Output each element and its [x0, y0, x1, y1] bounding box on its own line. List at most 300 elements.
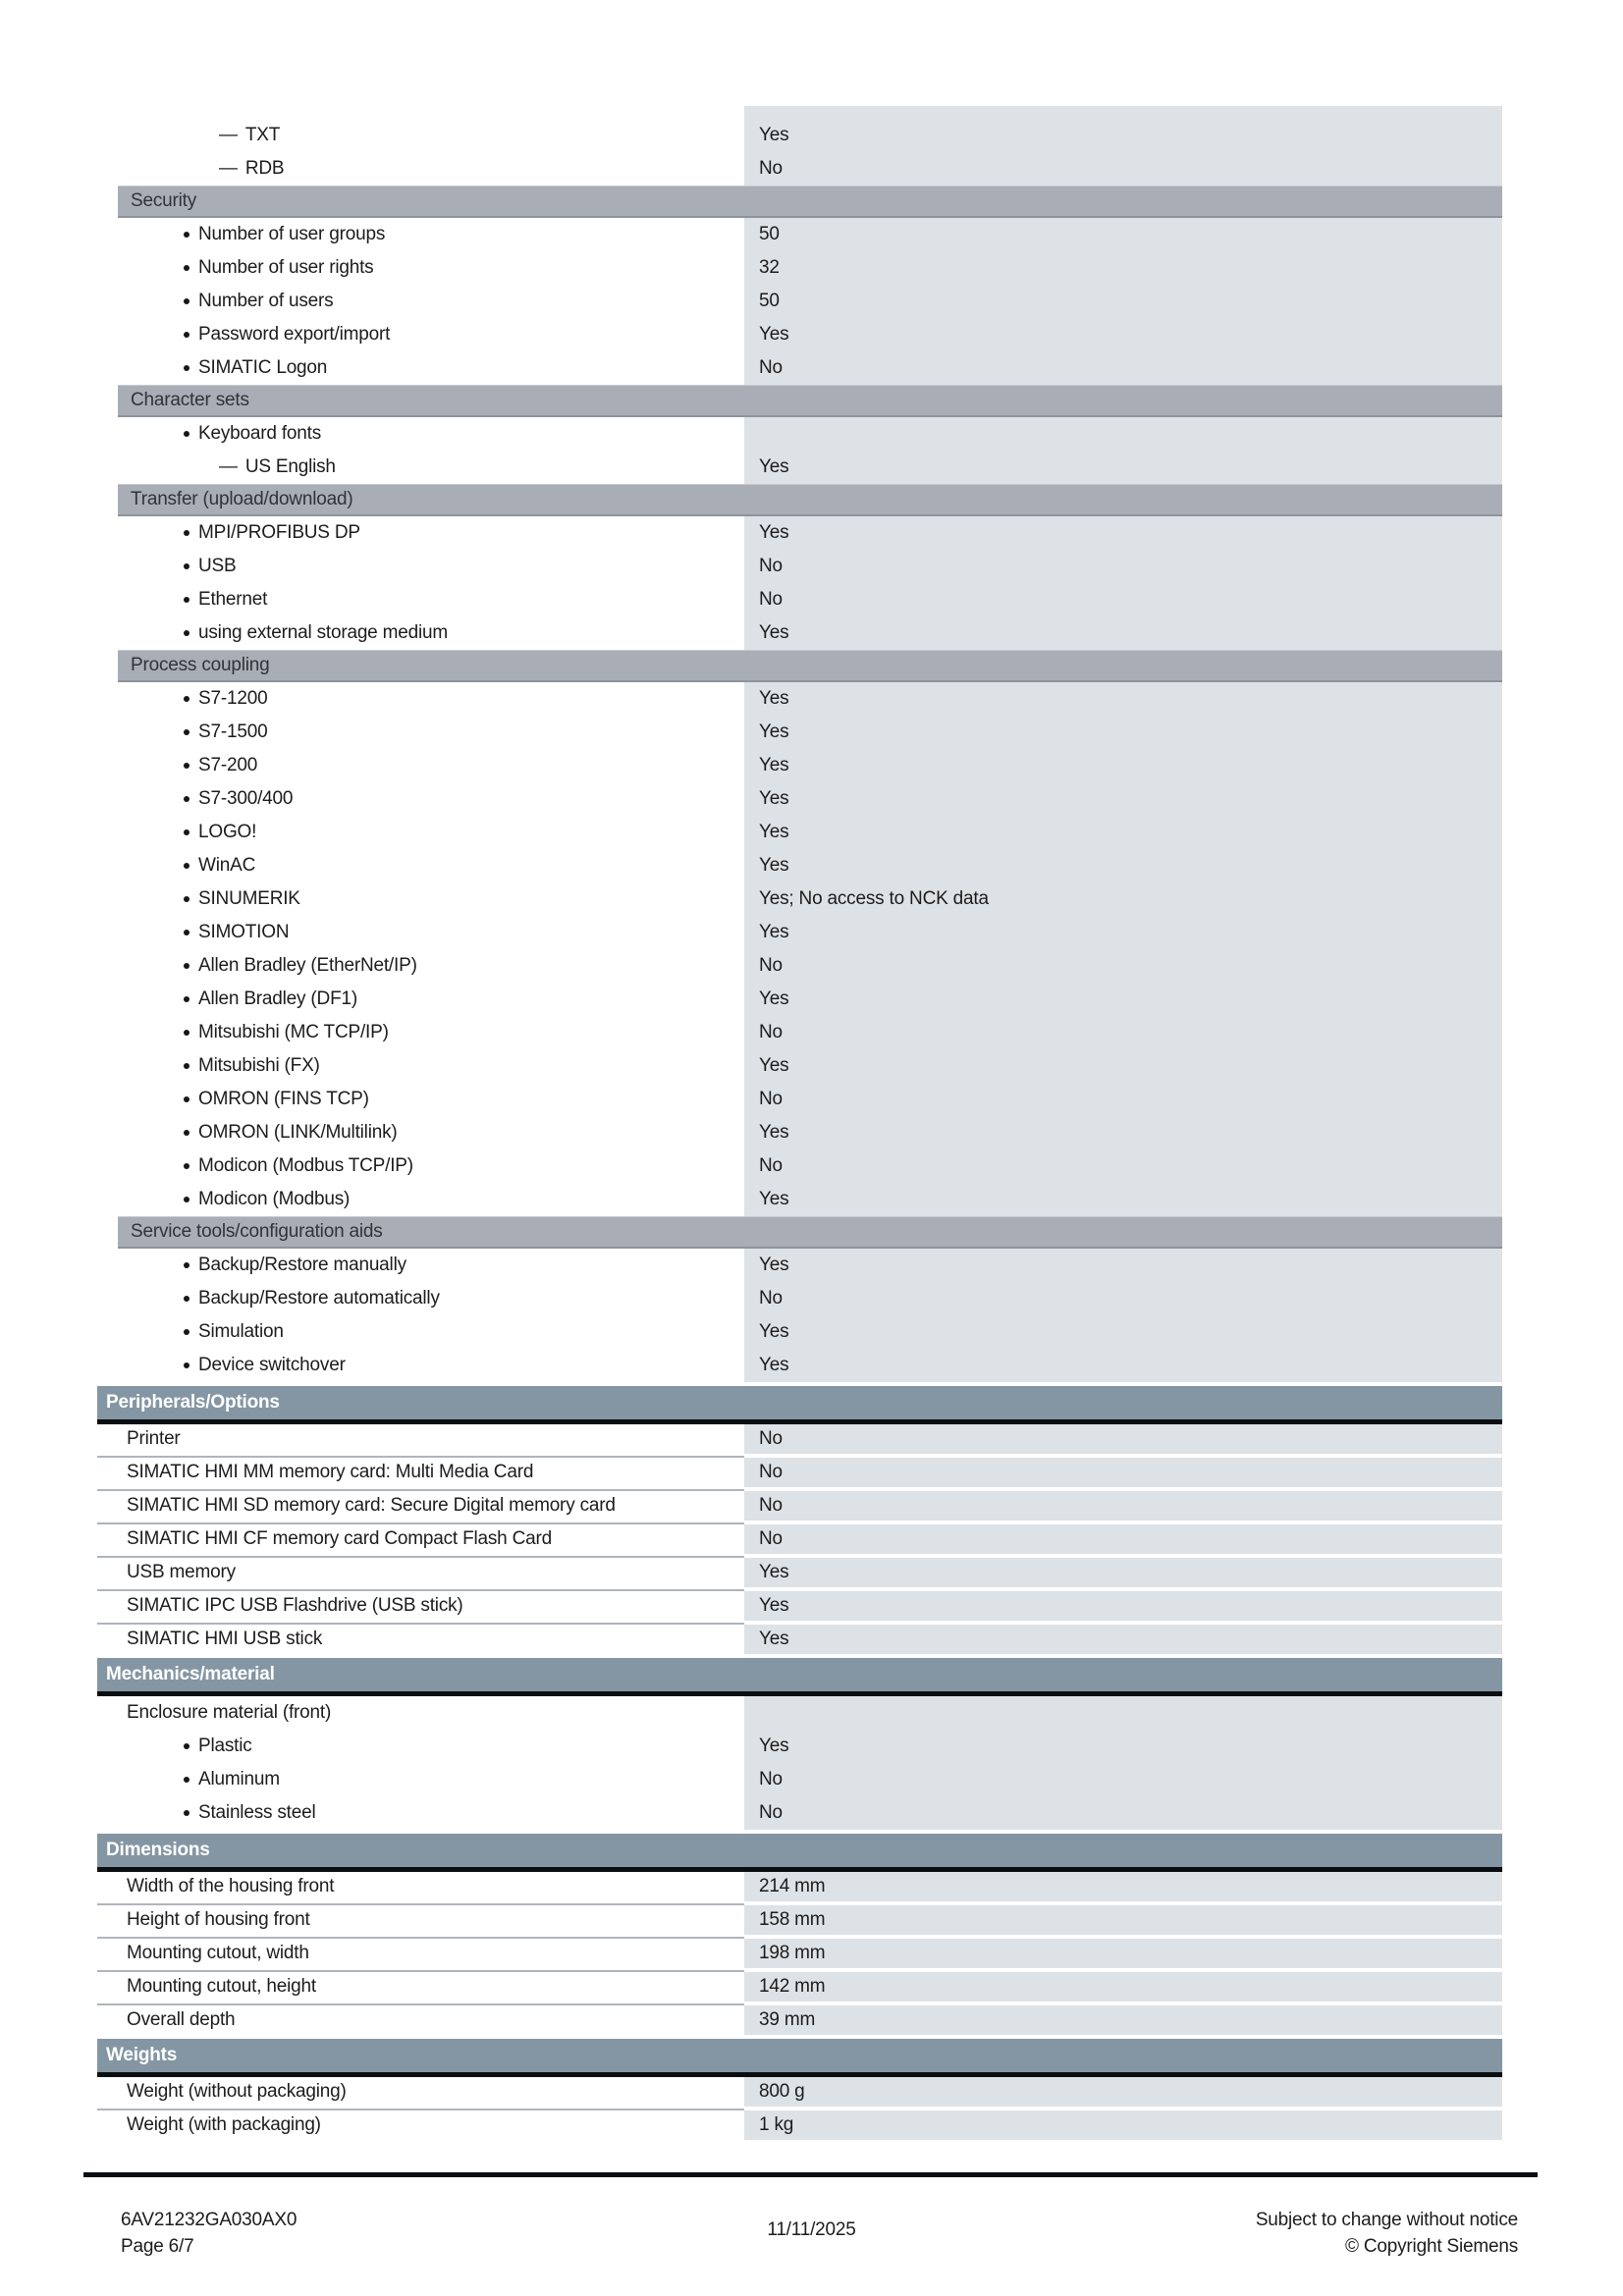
spec-value-cell: [744, 1796, 1502, 1830]
spec-value: Yes: [759, 1122, 789, 1143]
spec-value-cell: [744, 782, 1502, 816]
section-header-label: Dimensions: [106, 1840, 210, 1860]
spec-label-cell: [97, 1524, 744, 1554]
spec-label: Keyboard fonts: [198, 423, 322, 444]
section-continued: [97, 106, 1502, 186]
spec-value-cell: [744, 2077, 1502, 2107]
spec-label-cell: [97, 1424, 744, 1454]
spec-label: Printer: [127, 1428, 181, 1449]
spec-label: US English: [244, 456, 336, 477]
lead-value-area: [744, 106, 1502, 119]
spec-label: S7-1500: [198, 721, 268, 742]
spec-label: Number of user rights: [198, 257, 374, 278]
spec-label: SIMOTION: [198, 922, 290, 942]
spec-label-cell: [97, 251, 744, 285]
spec-label: SIMATIC HMI MM memory card: Multi Media Card: [127, 1462, 534, 1482]
section-header-label: Service tools/configuration aids: [131, 1221, 383, 1242]
spec-label: Width of the housing front: [127, 1876, 335, 1896]
section-header-transfer-upload-download: [118, 484, 1502, 516]
spec-row: [97, 849, 1502, 882]
footer-date: 11/11/2025: [767, 2219, 856, 2240]
spec-value: Yes: [759, 1355, 789, 1375]
spec-row: [97, 1349, 1502, 1382]
spec-row: [97, 2077, 1502, 2107]
spec-value: Yes: [759, 822, 789, 842]
spec-label: SIMATIC Logon: [198, 357, 328, 378]
spec-value-cell: [744, 550, 1502, 583]
spec-label-cell: [97, 816, 744, 849]
spec-value-cell: [744, 1049, 1502, 1083]
spec-row: [97, 1696, 1502, 1730]
spec-row: [97, 1282, 1502, 1315]
spec-row: [97, 583, 1502, 616]
spec-label-cell: [97, 218, 744, 251]
spec-row: [97, 1183, 1502, 1216]
spec-value: Yes: [759, 988, 789, 1009]
spec-label: OMRON (LINK/Multilink): [198, 1122, 398, 1143]
spec-label-cell: [97, 1049, 744, 1083]
change-notice: Subject to change without notice: [1255, 2210, 1518, 2230]
spec-label-cell: [97, 749, 744, 782]
spec-value: 1 kg: [759, 2114, 794, 2135]
spec-value-cell: [744, 516, 1502, 550]
spec-value-cell: [744, 2110, 1502, 2140]
spec-value: No: [759, 1462, 783, 1482]
spec-label-cell: [97, 983, 744, 1016]
spec-label: Weight (with packaging): [127, 2114, 321, 2135]
spec-value: No: [759, 1428, 783, 1449]
spec-label-cell: [97, 882, 744, 916]
spec-row: [97, 451, 1502, 484]
spec-label: Mitsubishi (MC TCP/IP): [198, 1022, 389, 1042]
spec-value-cell: [744, 1183, 1502, 1216]
spec-value-cell: [744, 916, 1502, 949]
spec-label: LOGO!: [198, 822, 257, 842]
bullet-icon: [184, 696, 189, 702]
section-header-label: Transfer (upload/download): [131, 489, 353, 509]
spec-row: [97, 1083, 1502, 1116]
lead-label-area: [97, 106, 744, 119]
page-number: Page 6/7: [121, 2236, 194, 2257]
spec-label-cell: [97, 949, 744, 983]
copyright: © Copyright Siemens: [1345, 2236, 1518, 2257]
dash-icon: —: [219, 456, 238, 477]
bullet-icon: [184, 729, 189, 735]
spec-row: [97, 1796, 1502, 1830]
bullet-icon: [184, 1262, 189, 1268]
spec-value: 198 mm: [759, 1943, 826, 1963]
spec-value-cell: [744, 218, 1502, 251]
spec-value: Yes; No access to NCK data: [759, 888, 989, 909]
spec-value: No: [759, 1769, 783, 1789]
spec-table: [97, 106, 1502, 2140]
footer-right: [1256, 2207, 1518, 2260]
spec-label-cell: [97, 1083, 744, 1116]
spec-row: [97, 1149, 1502, 1183]
spec-value-cell: [744, 1730, 1502, 1763]
spec-label: S7-1200: [198, 688, 268, 709]
spec-label: Backup/Restore automatically: [198, 1288, 440, 1308]
bullet-icon: [184, 1063, 189, 1069]
bullet-icon: [184, 896, 189, 902]
section-header-weights: [97, 2039, 1502, 2077]
spec-label-cell: [97, 716, 744, 749]
spec-value-cell: [744, 1491, 1502, 1521]
spec-label: Number of users: [198, 291, 334, 311]
spec-value-cell: [744, 583, 1502, 616]
spec-value-cell: [744, 1763, 1502, 1796]
spec-value: Yes: [759, 721, 789, 742]
spec-row: [97, 1625, 1502, 1654]
bullet-icon: [184, 1329, 189, 1335]
bullet-icon: [184, 996, 189, 1002]
spec-label: Simulation: [198, 1321, 284, 1342]
spec-value-cell: [744, 1558, 1502, 1587]
section-weights: [97, 2039, 1502, 2140]
spec-label: SIMATIC HMI USB stick: [127, 1629, 323, 1649]
spec-label: Weight (without packaging): [127, 2081, 347, 2102]
spec-label: Allen Bradley (EtherNet/IP): [198, 955, 417, 976]
spec-label: OMRON (FINS TCP): [198, 1089, 369, 1109]
spec-label-cell: [97, 285, 744, 318]
spec-label-cell: [97, 1282, 744, 1315]
spec-label-cell: [97, 1558, 744, 1587]
spec-row: [97, 1315, 1502, 1349]
section-security: [97, 186, 1502, 385]
spec-row: [97, 749, 1502, 782]
spec-label: TXT: [244, 125, 281, 145]
spec-row: [97, 1424, 1502, 1454]
spec-row: [97, 716, 1502, 749]
spec-row: [97, 882, 1502, 916]
spec-value: 214 mm: [759, 1876, 826, 1896]
spec-label: Stainless steel: [198, 1802, 316, 1823]
spec-label: Plastic: [198, 1735, 252, 1756]
spec-label: USB: [198, 556, 237, 576]
spec-label-cell: [97, 119, 744, 152]
bullet-icon: [184, 1296, 189, 1302]
bullet-icon: [184, 1197, 189, 1202]
spec-value-cell: [744, 1083, 1502, 1116]
spec-label-cell: [97, 616, 744, 650]
section-header-security: [118, 186, 1502, 218]
spec-label: Enclosure material (front): [127, 1702, 332, 1723]
bullet-icon: [184, 597, 189, 603]
spec-value: Yes: [759, 922, 789, 942]
spec-value: No: [759, 1022, 783, 1042]
spec-row: [97, 782, 1502, 816]
spec-row: [97, 1049, 1502, 1083]
bullet-icon: [184, 265, 189, 271]
spec-label: SINUMERIK: [198, 888, 300, 909]
spec-row: [97, 1116, 1502, 1149]
spec-label-cell: [97, 682, 744, 716]
spec-label-cell: [97, 849, 744, 882]
spec-label-cell: [97, 583, 744, 616]
bullet-icon: [184, 796, 189, 802]
spec-row: [97, 916, 1502, 949]
bullet-icon: [184, 829, 189, 835]
spec-row: [97, 1872, 1502, 1901]
spec-value: 50: [759, 224, 780, 244]
spec-value: Yes: [759, 688, 789, 709]
section-character-sets: [97, 385, 1502, 484]
spec-value: Yes: [759, 755, 789, 775]
dash-icon: —: [219, 125, 238, 145]
spec-value: Yes: [759, 1255, 789, 1275]
spec-value-cell: [744, 1591, 1502, 1621]
spec-label-cell: [97, 1763, 744, 1796]
spec-value: Yes: [759, 125, 789, 145]
spec-value: Yes: [759, 522, 789, 543]
spec-value: Yes: [759, 855, 789, 876]
spec-row: [97, 1016, 1502, 1049]
spec-row: [97, 152, 1502, 186]
spec-label: Modicon (Modbus TCP/IP): [198, 1155, 413, 1176]
spec-value-cell: [744, 849, 1502, 882]
spec-value-cell: [744, 152, 1502, 186]
spec-label-cell: [97, 1149, 744, 1183]
spec-row: [97, 550, 1502, 583]
spec-value-cell: [744, 682, 1502, 716]
spec-value-cell: [744, 1349, 1502, 1382]
spec-value-cell: [744, 1524, 1502, 1554]
spec-label-cell: [97, 417, 744, 451]
spec-value-cell: [744, 949, 1502, 983]
spec-value-cell: [744, 1282, 1502, 1315]
spec-value: Yes: [759, 1735, 789, 1756]
spec-label-cell: [97, 1939, 744, 1968]
spec-value-cell: [744, 451, 1502, 484]
spec-label-cell: [97, 451, 744, 484]
section-header-label: Process coupling: [131, 655, 270, 675]
spec-label-cell: [97, 318, 744, 351]
spec-value: 800 g: [759, 2081, 805, 2102]
spec-label-cell: [97, 1249, 744, 1282]
spec-label: WinAC: [198, 855, 256, 876]
spec-label-cell: [97, 1016, 744, 1049]
spec-label-cell: [97, 1591, 744, 1621]
spec-value-cell: [744, 716, 1502, 749]
spec-row: [97, 1905, 1502, 1935]
order-number: 6AV21232GA030AX0: [121, 2210, 298, 2230]
spec-label-cell: [97, 1696, 744, 1730]
spec-row: [97, 616, 1502, 650]
spec-label: Overall depth: [127, 2009, 236, 2030]
spec-row: [97, 2110, 1502, 2140]
spec-value: 50: [759, 291, 780, 311]
spec-row: [97, 1591, 1502, 1621]
bullet-icon: [184, 863, 189, 869]
spec-label-cell: [97, 1349, 744, 1382]
spec-label-cell: [97, 1872, 744, 1901]
spec-row: [97, 119, 1502, 152]
spec-label: MPI/PROFIBUS DP: [198, 522, 360, 543]
spec-label: using external storage medium: [198, 622, 449, 643]
spec-value: No: [759, 955, 783, 976]
spec-value-cell: [744, 351, 1502, 385]
section-service-tools-configuration-aids: [97, 1216, 1502, 1382]
spec-value-cell: [744, 616, 1502, 650]
spec-value: 142 mm: [759, 1976, 826, 1997]
bullet-icon: [184, 1743, 189, 1749]
spec-row: [97, 1491, 1502, 1521]
spec-label: Number of user groups: [198, 224, 386, 244]
spec-value: Yes: [759, 1321, 789, 1342]
section-dimensions: [97, 1834, 1502, 2035]
spec-label: Allen Bradley (DF1): [198, 988, 357, 1009]
spec-value: No: [759, 1802, 783, 1823]
bullet-icon: [184, 530, 189, 536]
spec-label: S7-200: [198, 755, 258, 775]
bullet-icon: [184, 1096, 189, 1102]
spec-label: SIMATIC HMI CF memory card Compact Flash Card: [127, 1528, 553, 1549]
bullet-icon: [184, 1777, 189, 1783]
spec-value-cell: [744, 816, 1502, 849]
spec-label-cell: [97, 1116, 744, 1149]
spec-label-cell: [97, 1972, 744, 2002]
spec-value-cell: [744, 1149, 1502, 1183]
spec-value: No: [759, 589, 783, 610]
bullet-icon: [184, 332, 189, 338]
spec-value: No: [759, 1528, 783, 1549]
section-peripherals-options: [97, 1386, 1502, 1654]
spec-value-cell: [744, 119, 1502, 152]
spec-label-cell: [97, 1796, 744, 1830]
spec-value: No: [759, 1495, 783, 1516]
spec-label: Aluminum: [198, 1769, 280, 1789]
spec-value: No: [759, 158, 783, 179]
spec-label-cell: [97, 1905, 744, 1935]
spec-value: Yes: [759, 1189, 789, 1209]
spec-row: [97, 251, 1502, 285]
section-header-peripherals-options: [97, 1386, 1502, 1424]
bullet-icon: [184, 431, 189, 437]
spec-value: Yes: [759, 324, 789, 345]
spec-value-cell: [744, 1972, 1502, 2002]
spec-value: Yes: [759, 1055, 789, 1076]
section-header-label: Peripherals/Options: [106, 1392, 280, 1413]
spec-label: Height of housing front: [127, 1909, 310, 1930]
spec-label-cell: [97, 1491, 744, 1521]
spec-label-cell: [97, 782, 744, 816]
bullet-icon: [184, 298, 189, 304]
section-header-label: Weights: [106, 2045, 178, 2065]
spec-value-cell: [744, 749, 1502, 782]
bullet-icon: [184, 1362, 189, 1368]
spec-row: [97, 1558, 1502, 1587]
spec-label: Device switchover: [198, 1355, 346, 1375]
bullet-icon: [184, 232, 189, 238]
spec-value-cell: [744, 2005, 1502, 2035]
section-header-service-tools-configuration-aids: [118, 1216, 1502, 1249]
section-header-process-coupling: [118, 650, 1502, 682]
section-header-label: Mechanics/material: [106, 1664, 275, 1684]
spec-value-cell: [744, 417, 1502, 451]
spec-row: [97, 1249, 1502, 1282]
spec-value-cell: [744, 882, 1502, 916]
spec-value-cell: [744, 1625, 1502, 1654]
spec-label-cell: [97, 2005, 744, 2035]
spec-label: Modicon (Modbus): [198, 1189, 351, 1209]
spec-row: [97, 682, 1502, 716]
spec-value-cell: [744, 1872, 1502, 1901]
spec-row: [97, 351, 1502, 385]
footer-rule: [83, 2172, 1538, 2177]
spec-value: Yes: [759, 1595, 789, 1616]
spec-label: SIMATIC HMI SD memory card: Secure Digital memory card: [127, 1495, 616, 1516]
bullet-icon: [184, 1163, 189, 1169]
spec-label: S7-300/400: [198, 788, 294, 809]
spec-label: Password export/import: [198, 324, 391, 345]
section-header-dimensions: [97, 1834, 1502, 1872]
bullet-icon: [184, 930, 189, 935]
spec-row: [97, 1972, 1502, 2002]
spec-label: Backup/Restore manually: [198, 1255, 406, 1275]
spec-row: [97, 1458, 1502, 1487]
spec-row: [97, 983, 1502, 1016]
spec-value-cell: [744, 251, 1502, 285]
bullet-icon: [184, 763, 189, 769]
spec-row: [97, 2005, 1502, 2035]
spec-label: USB memory: [127, 1562, 236, 1582]
bullet-icon: [184, 630, 189, 636]
spec-value: 32: [759, 257, 780, 278]
spec-row: [97, 285, 1502, 318]
spec-label-cell: [97, 1730, 744, 1763]
spec-value: Yes: [759, 622, 789, 643]
spec-label: Mounting cutout, width: [127, 1943, 309, 1963]
spec-value: Yes: [759, 788, 789, 809]
spec-value-cell: [744, 1939, 1502, 1968]
dash-icon: —: [219, 158, 238, 179]
spec-label-cell: [97, 2077, 744, 2107]
spec-value-cell: [744, 285, 1502, 318]
spec-value-cell: [744, 1424, 1502, 1454]
spec-row: [97, 1730, 1502, 1763]
section-transfer-upload-download: [97, 484, 1502, 650]
spec-row: [97, 1524, 1502, 1554]
spec-label-cell: [97, 351, 744, 385]
spec-row: [97, 1939, 1502, 1968]
section-process-coupling: [97, 650, 1502, 1216]
spec-value-cell: [744, 1696, 1502, 1730]
spec-label-cell: [97, 1315, 744, 1349]
bullet-icon: [184, 1130, 189, 1136]
spec-label-cell: [97, 1625, 744, 1654]
spec-value: 39 mm: [759, 2009, 816, 2030]
spec-row: [97, 318, 1502, 351]
spec-row: [97, 417, 1502, 451]
spec-value-cell: [744, 1315, 1502, 1349]
spec-value: Yes: [759, 1629, 789, 1649]
spec-label: RDB: [244, 158, 285, 179]
spec-value: 158 mm: [759, 1909, 826, 1930]
spec-value-cell: [744, 1458, 1502, 1487]
spec-label-cell: [97, 516, 744, 550]
spec-value: No: [759, 556, 783, 576]
spec-value: Yes: [759, 1562, 789, 1582]
spec-row: [97, 949, 1502, 983]
spec-value: Yes: [759, 456, 789, 477]
bullet-icon: [184, 1030, 189, 1036]
spec-label-cell: [97, 1458, 744, 1487]
spec-label-cell: [97, 550, 744, 583]
spec-value: No: [759, 1155, 783, 1176]
spec-value: No: [759, 357, 783, 378]
spec-label: Mitsubishi (FX): [198, 1055, 320, 1076]
section-header-character-sets: [118, 385, 1502, 417]
